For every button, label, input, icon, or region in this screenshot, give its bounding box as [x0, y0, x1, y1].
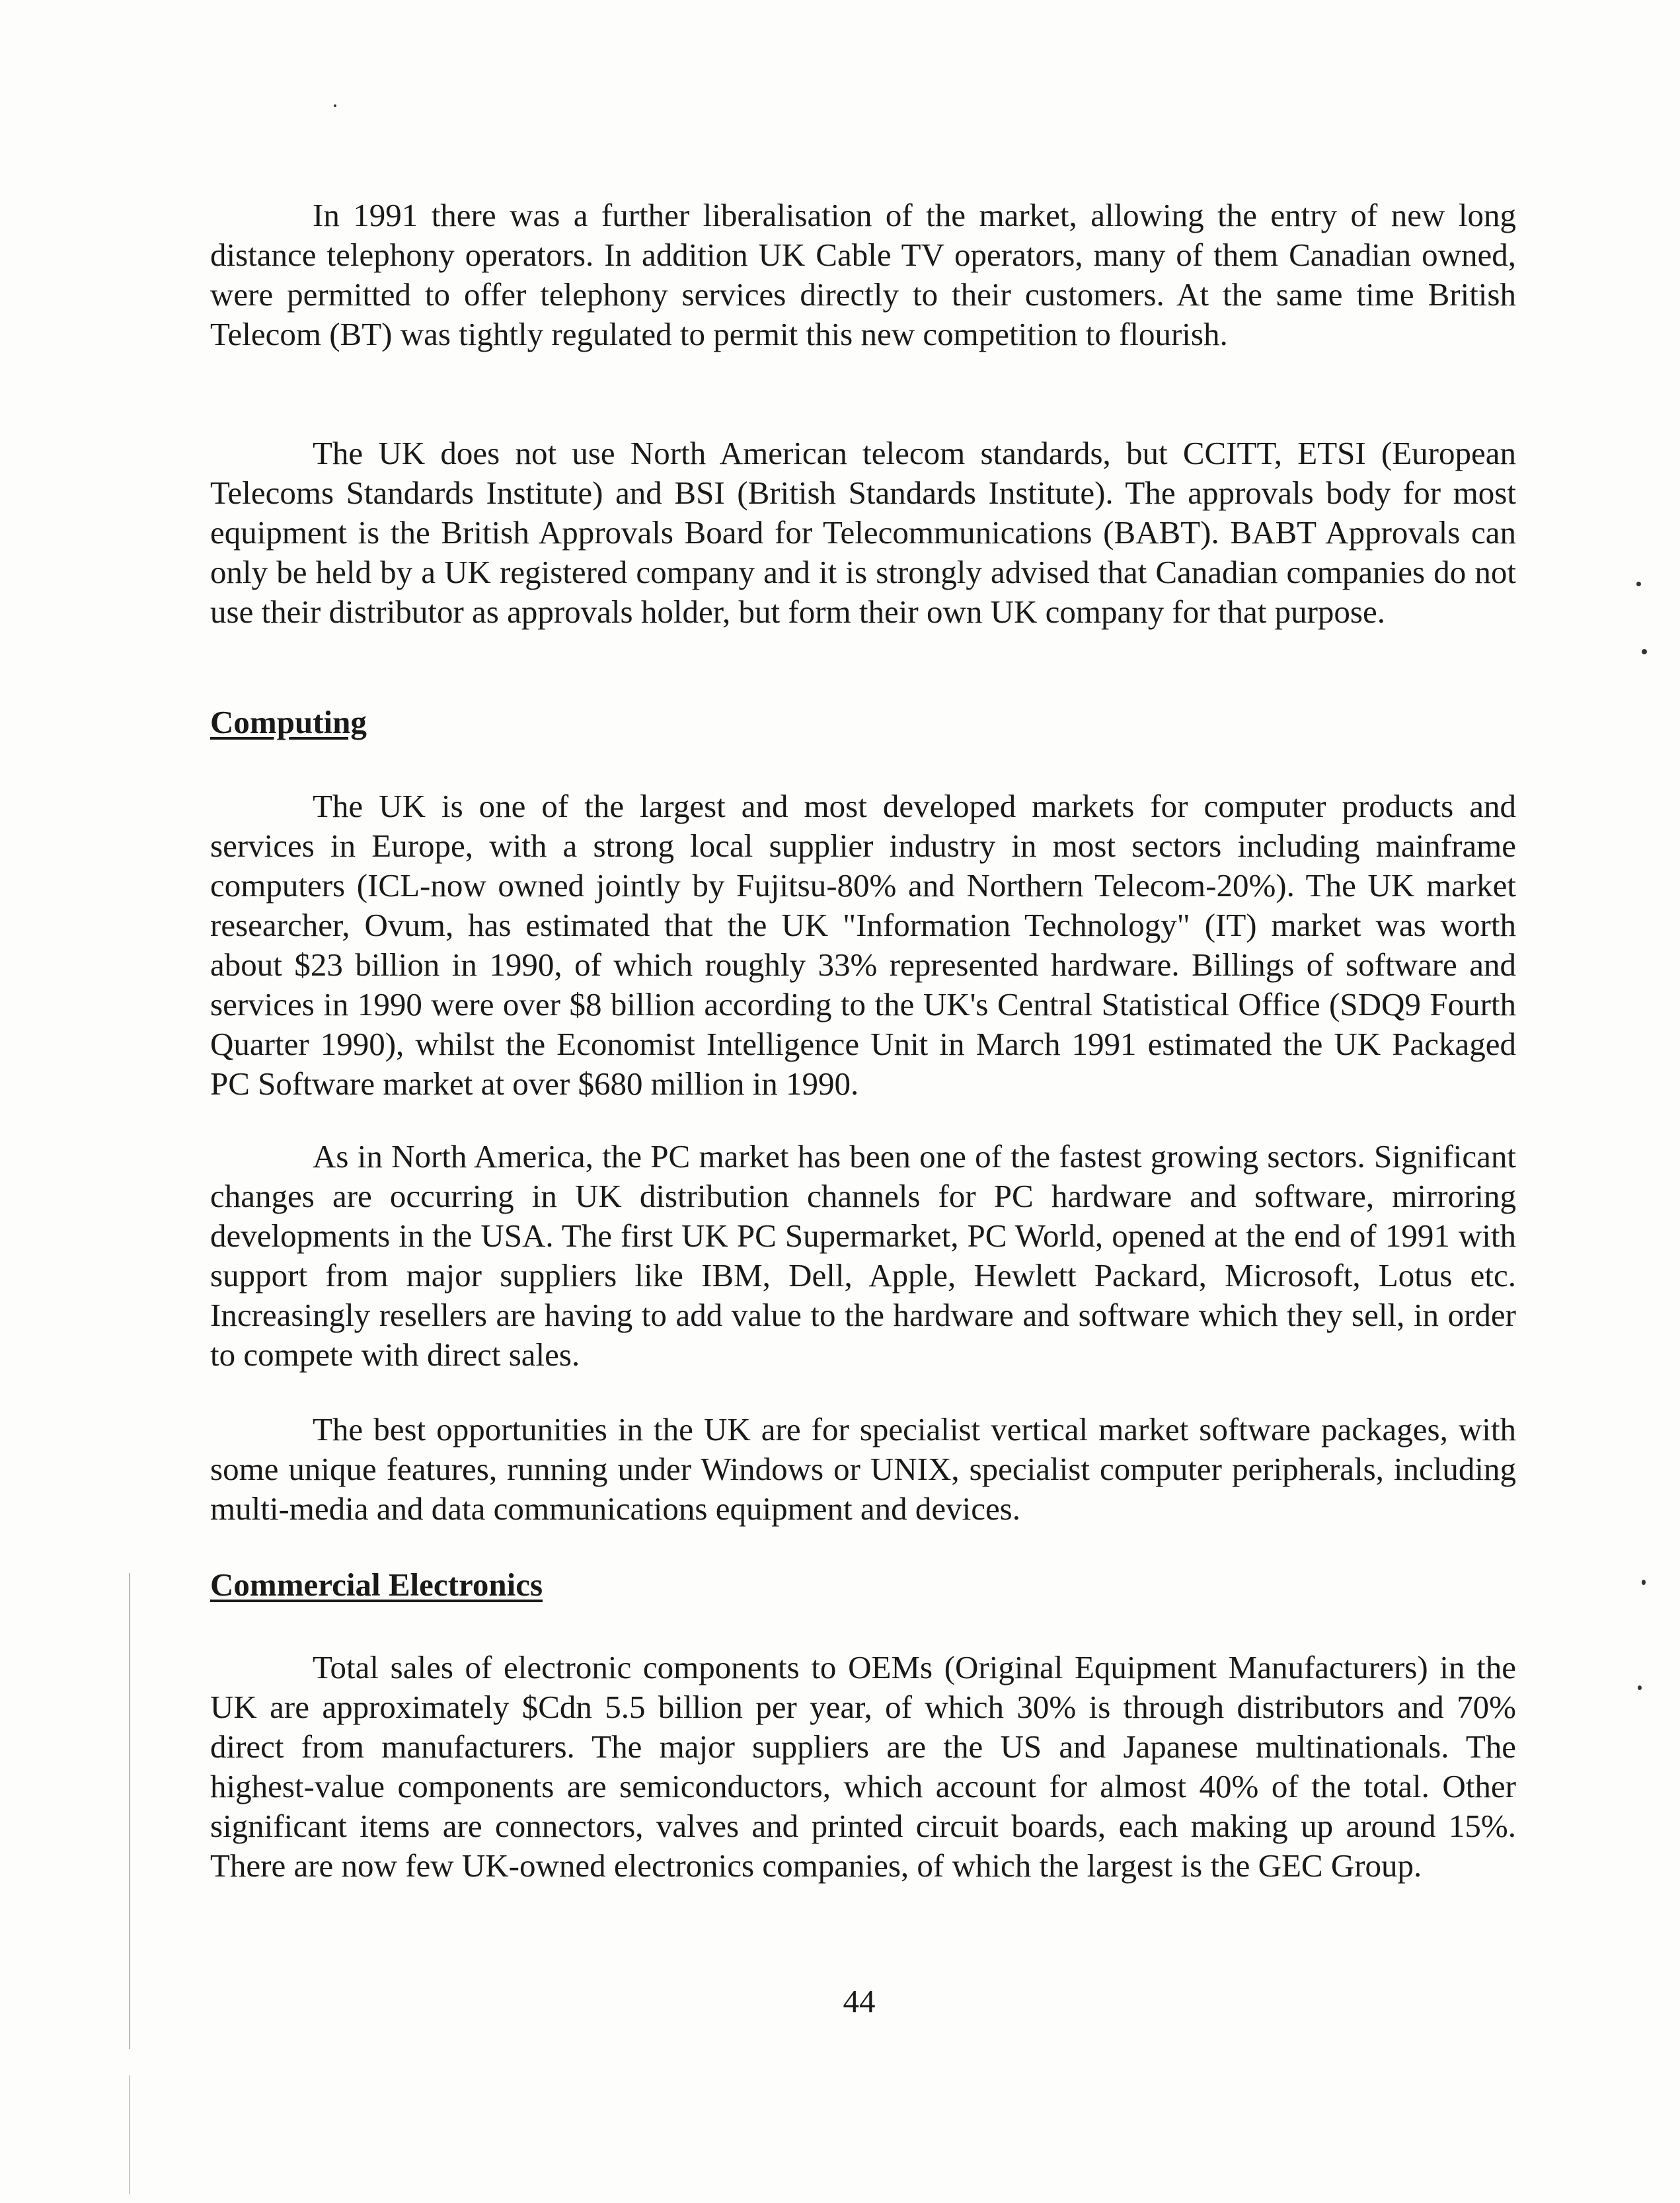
- scan-speck: [1642, 1580, 1646, 1585]
- paragraph-opportunities: The best opportunities in the UK are for specialist vertical market software packages, with some unique features, running under Windows or UNIX, specialist computer peripherals, including multi-media and data communications equipment and devices.: [210, 1411, 1516, 1527]
- scan-speck: [334, 104, 336, 107]
- intro-section: [210, 196, 1516, 354]
- paragraph-telecom-standards: The UK does not use North American telecom standards, but CCITT, ETSI (European Telecoms Standards Institute) and BSI (British Standards Institute). The approvals body for most equipment is the British Approvals Board for Telecommunications (BABT). BABT Approvals can only be held by a UK registered company and it is strongly advised that Canadian companies do not use their distributor as approvals holder, but form their own UK company for that purpose.: [210, 435, 1516, 630]
- paragraph-computing-market: The UK is one of the largest and most developed markets for computer products and services in Europe, with a strong local supplier industry in most sectors including mainframe computers (ICL-now owned jointly by Fujitsu-80% and Northern Telecom-20%). The UK market researcher, Ovum, has estimated that the UK "Information Technology" (IT) market was worth about $23 billion in 1990, of which roughly 33% represented hardware. Billings of software and services in 1990 were over $8 billion according to the UK's Central Statistical Office (SDQ9 Fourth Quarter 1990), whilst the Economist Intelligence Unit in March 1991 estimated the UK Packaged PC Software market at over $680 million in 1990.: [210, 788, 1516, 1102]
- paragraph-pc-market: As in North America, the PC market has been one of the fastest growing sectors. Significant changes are occurring in UK distribution channels for PC hardware and software, mirroring developments in the USA. The first UK PC Supermarket, PC World, opened at the end of 1991 with support from major suppliers like IBM, Dell, Apple, Hewlett Packard, Microsoft, Lotus etc. Increasingly resellers are having to add value to the hardware and software which they sell, in order to compete with direct sales.: [210, 1138, 1516, 1373]
- scan-speck: [1636, 582, 1641, 586]
- opportunities-section: [210, 1410, 1516, 1529]
- scan-speck: [1642, 649, 1647, 654]
- electronics-section: [210, 1648, 1516, 1886]
- standards-section: [210, 434, 1516, 632]
- paragraph-electronic-components: Total sales of electronic components to OEMs (Original Equipment Manufacturers) in the UK are approximately $Cdn 5.5 billion per year, of which 30% is through distributors and 70% direct from manufacturers. The major suppliers are the US and Japanese multinationals. The highest-value components are semiconductors, which account for almost 40% of the total. Other significant items are connectors, valves and printed circuit boards, each making up around 15%. There are now few UK-owned electronics companies, of which the largest is the GEC Group.: [210, 1649, 1516, 1884]
- computing-section: [210, 787, 1516, 1104]
- heading-computing: Computing: [210, 704, 367, 740]
- heading-commercial-electronics: Commercial Electronics: [210, 1566, 543, 1603]
- scan-speck: [1638, 1685, 1642, 1690]
- scan-margin-line: [129, 1573, 130, 2049]
- pc-market-section: [210, 1137, 1516, 1375]
- scan-margin-line: [129, 2075, 130, 2194]
- paragraph-liberalisation: In 1991 there was a further liberalisation of the market, allowing the entry of new long distance telephony operators. In addition UK Cable TV operators, many of them Canadian owned, were permitted to offer telephony services directly to their customers. At the same time British Telecom (BT) was tightly regulated to permit this new competition to flourish.: [210, 197, 1516, 352]
- page-number: 44: [843, 1983, 876, 2019]
